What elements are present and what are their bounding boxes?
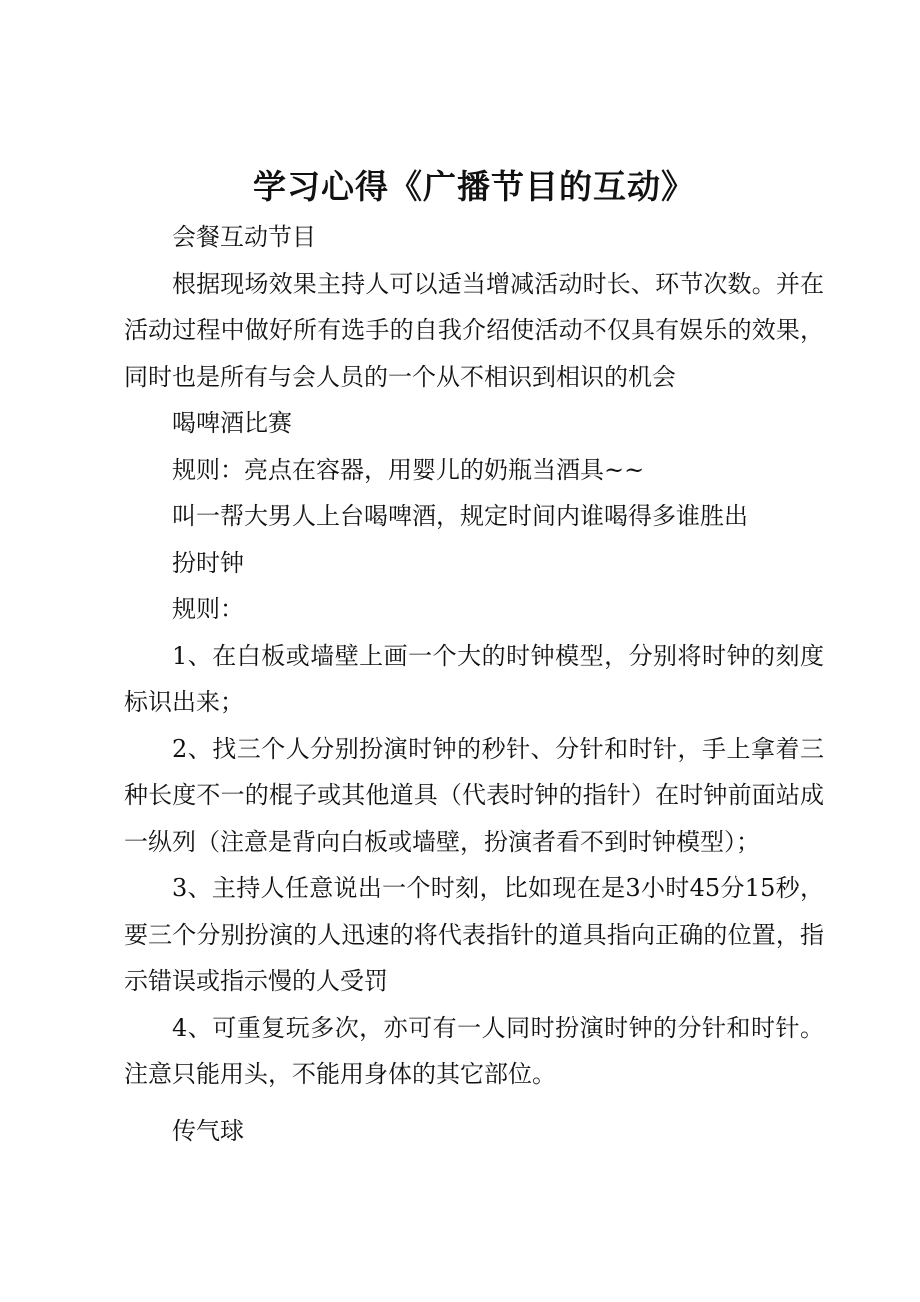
paragraph-section-heading: 喝啤酒比赛	[172, 409, 292, 437]
paragraph-section-heading: 会餐互动节目	[172, 223, 316, 251]
paragraph-intro: 根据现场效果主持人可以适当增减活动时长、环节次数。并在活动过程中做好所有选手的自我介绍使活动不仅具有娱乐的效果，同时也是所有与会人员的一个从不相识到相识的机会	[124, 269, 824, 391]
paragraph-step-3: 3、主持人任意说出一个时刻，比如现在是3小时45分15秒，要三个分别扮演的人迅速的将代表指针的道具指向正确的位置，指示错误或指示慢的人受罚	[124, 874, 824, 995]
paragraph-step-4: 4、可重复玩多次，亦可有一人同时扮演时钟的分针和时针。注意只能用头，不能用身体的其它部位。	[124, 1013, 824, 1088]
paragraph-step-1: 1、在白板或墙壁上画一个大的时钟模型，分别将时钟的刻度标识出来；	[124, 641, 824, 716]
paragraph-rule: 规则：	[172, 595, 244, 623]
paragraph-step-2: 2、找三个人分别扮演时钟的秒针、分针和时针，手上拿着三种长度不一的棍子或其他道具（代表时钟的指针）在时钟前面站成一纵列（注意是背向白板或墙壁，扮演者看不到时钟模型）；	[124, 734, 824, 856]
paragraph-section-heading: 扮时钟	[172, 548, 244, 577]
paragraph-section-heading: 传气球	[172, 1116, 244, 1145]
paragraph-rule: 规则：亮点在容器，用婴儿的奶瓶当酒具~~	[172, 455, 645, 484]
paragraph-gap	[124, 1098, 824, 1108]
paragraph-text: 叫一帮大男人上台喝啤酒，规定时间内谁喝得多谁胜出	[172, 502, 748, 530]
document-page	[124, 160, 824, 1154]
document-title: 学习心得《广播节目的互动》	[253, 167, 695, 206]
